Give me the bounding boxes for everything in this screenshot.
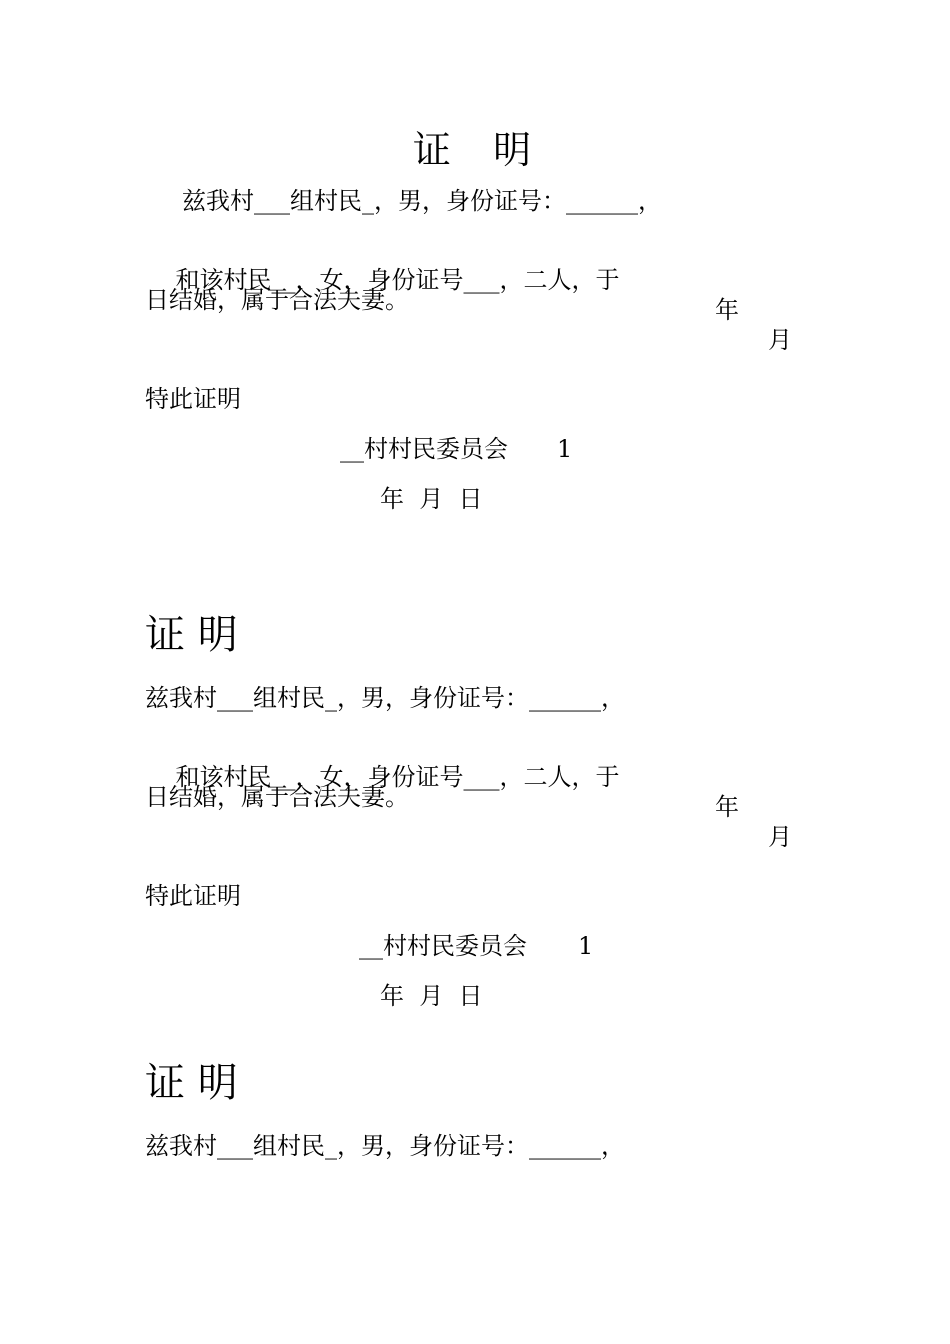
closing-text: 特此证明 bbox=[145, 385, 241, 413]
body-line-1: 兹我村___组村民_，男，身份证号：______， bbox=[145, 1132, 625, 1160]
body-line-3: 日结婚，属于合法夫妻。 bbox=[145, 286, 409, 314]
body-line-1: 兹我村___组村民_，男，身份证号：______， bbox=[182, 187, 662, 215]
committee-signature: __村村民委员会 bbox=[340, 435, 508, 463]
body-line-1: 兹我村___组村民_，男，身份证号：______， bbox=[145, 684, 625, 712]
signature-date: 年 月 日 bbox=[380, 982, 483, 1010]
year-label: 年 bbox=[715, 793, 739, 821]
committee-signature: __村村民委员会 bbox=[359, 932, 527, 960]
body-line-2-text: 和该村民__，女，身份证号___，二人，于 bbox=[175, 763, 620, 791]
month-label: 月 bbox=[768, 326, 792, 354]
certificate-title: 证 明 bbox=[145, 1060, 238, 1106]
body-line-3: 日结婚，属于合法夫妻。 bbox=[145, 783, 409, 811]
body-line-2-text: 和该村民__，女，身份证号___，二人，于 bbox=[175, 266, 620, 294]
certificate-title: 证 明 bbox=[145, 612, 238, 658]
signature-date: 年 月 日 bbox=[380, 485, 483, 513]
committee-number: 1 bbox=[578, 932, 594, 960]
certificate-title: 证 明 bbox=[412, 128, 538, 172]
closing-text: 特此证明 bbox=[145, 882, 241, 910]
committee-number: 1 bbox=[557, 435, 573, 463]
year-label: 年 bbox=[715, 296, 739, 324]
month-label: 月 bbox=[768, 823, 792, 851]
